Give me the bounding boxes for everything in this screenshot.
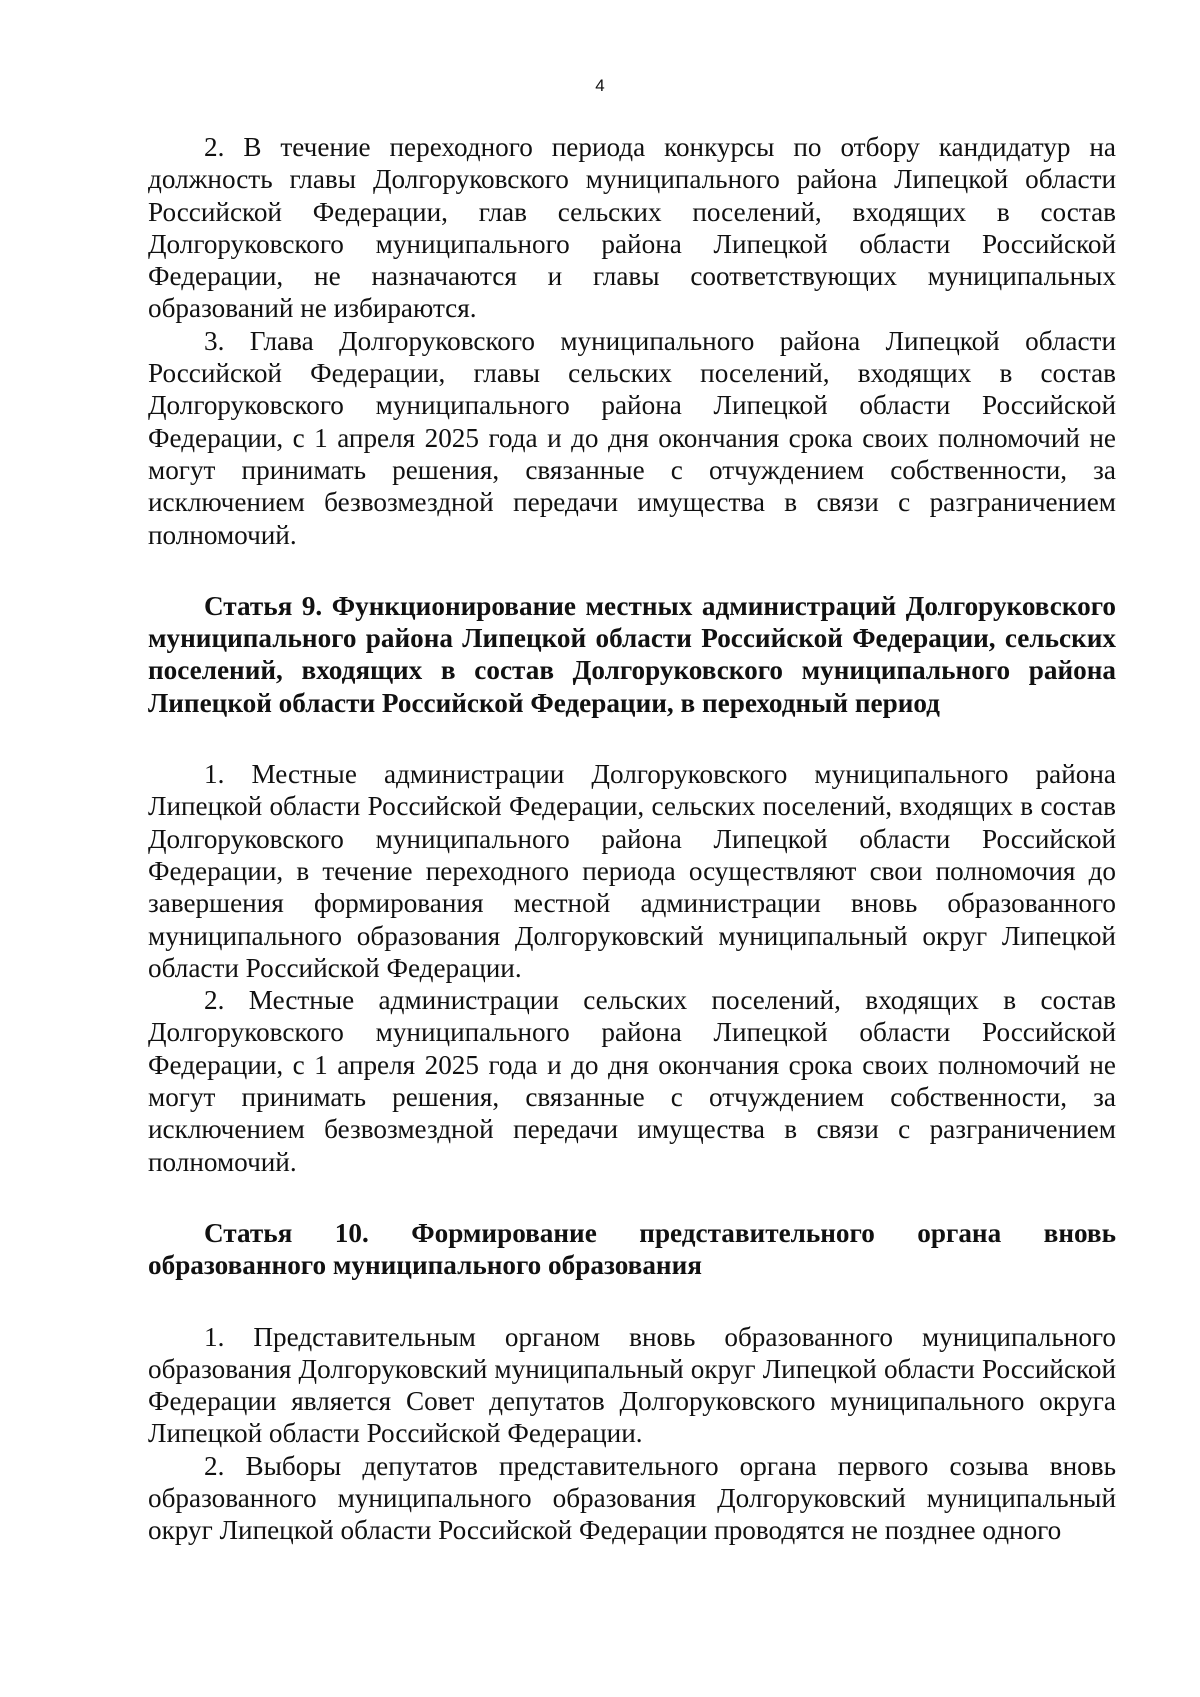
- article-9-clause-2: 2. Местные администрации сельских поселений, входящих в состав Долгоруковского муниципального района Липецкой области Российской Федерации, с 1 апреля 2025 года и до дня окончания срока своих полномочий не могут принимать решения, связанные с отчуждением собственности, за исключением безвозмездной передачи имущества в связи с разграничением полномочий.: [148, 985, 1116, 1177]
- article-10-clause-1: 1. Представительным органом вновь образованного муниципального образования Долгоруковский муниципальный округ Липецкой области Российской Федерации является Совет депутатов Долгоруковского муниципального округа Липецкой области Российской Федерации.: [148, 1321, 1116, 1449]
- document-body: [148, 131, 1116, 1547]
- article-9-clause-1: 1. Местные администрации Долгоруковского муниципального района Липецкой области Российской Федерации, сельских поселений, входящих в состав Долгоруковского муниципального района Липецкой области Российской Федерации, в течение переходного периода осуществляют свои полномочия до завершения формирования местной администрации вновь образованного муниципального образования Долгоруковский муниципальный округ Липецкой области Российской Федерации.: [148, 759, 1116, 983]
- article-10-title: Статья 10. Формирование представительного органа вновь образованного муниципального образования: [148, 1217, 1116, 1281]
- article-8-clause-2: 2. В течение переходного периода конкурсы по отбору кандидатур на должность главы Долгоруковского муниципального района Липецкой области Российской Федерации, глав сельских поселений, входящих в состав Долгоруковского муниципального района Липецкой области Российской Федерации, не назначаются и главы соответствующих муниципальных образований не избираются.: [148, 132, 1116, 324]
- article-10-clause-2: 2. Выборы депутатов представительного органа первого созыва вновь образованного муниципального образования Долгоруковский муниципальный округ Липецкой области Российской Федерации проводятся не позднее одного: [148, 1450, 1116, 1546]
- article-8-clause-3: 3. Глава Долгоруковского муниципального района Липецкой области Российской Федерации, главы сельских поселений, входящих в состав Долгоруковского муниципального района Липецкой области Российской Федерации, с 1 апреля 2025 года и до дня окончания срока своих полномочий не могут принимать решения, связанные с отчуждением собственности, за исключением безвозмездной передачи имущества в связи с разграничением полномочий.: [148, 325, 1116, 550]
- page-number: 4: [595, 76, 605, 95]
- article-9-title: Статья 9. Функционирование местных администраций Долгоруковского муниципального района Липецкой области Российской Федерации, сельских поселений, входящих в состав Долгоруковского муниципального района Липецкой области Российской Федерации, в переходный период: [148, 590, 1116, 718]
